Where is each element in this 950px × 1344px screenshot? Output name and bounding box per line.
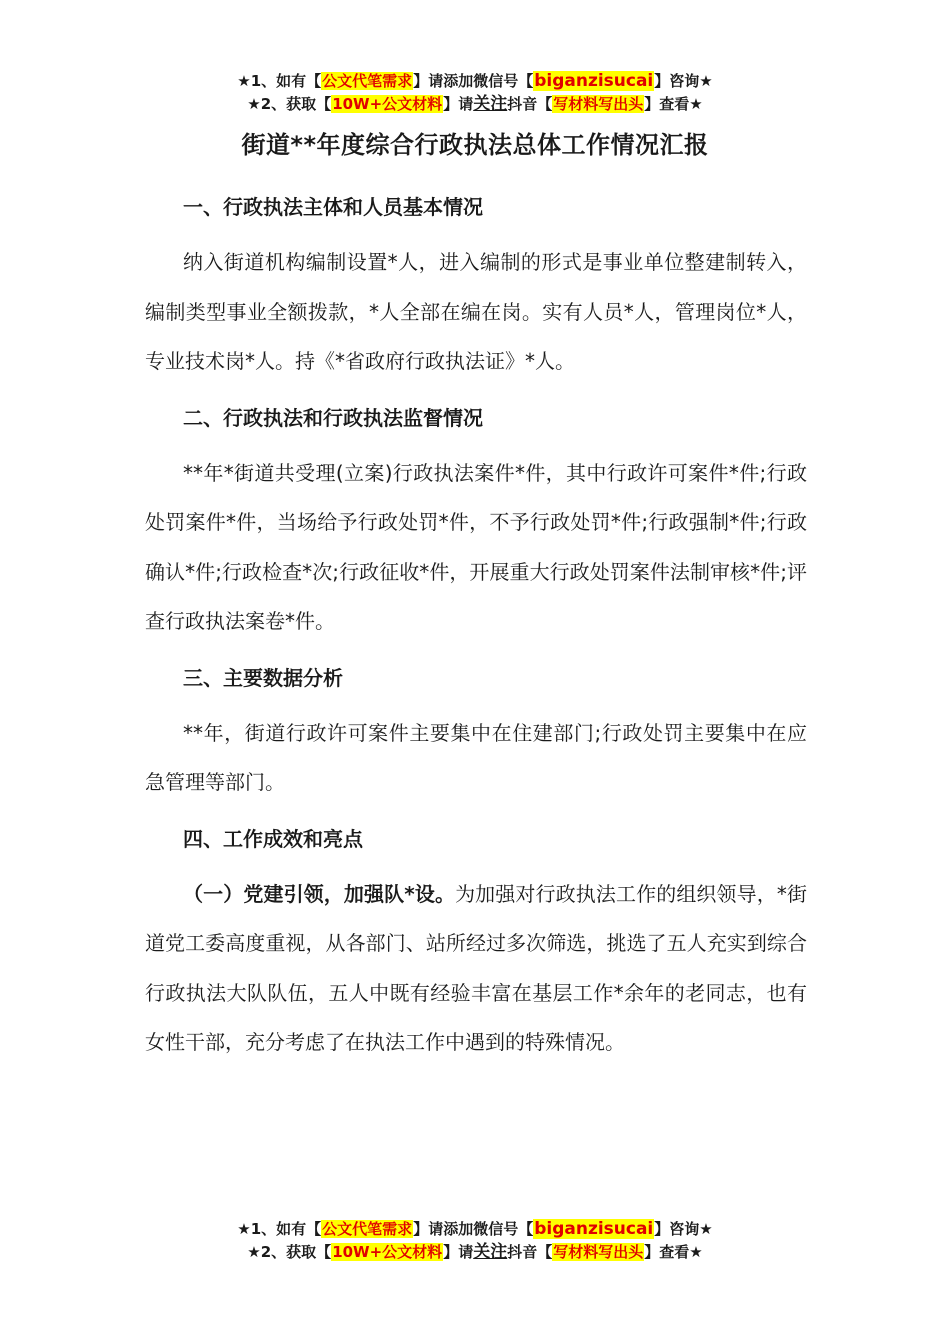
promo-header <box>0 70 950 116</box>
promo-footer-line-1-prefix: ★1、如有【 <box>237 1220 322 1238</box>
promo-footer-line-1-mid: 】请添加微信号【 <box>413 1220 534 1238</box>
section-4-lead: （一）党建引领，加强队*设。 <box>183 881 456 906</box>
section-heading-2: 二、行政执法和行政执法监督情况 <box>183 405 483 430</box>
promo-footer-highlight-wechat-id: biganzisucai <box>534 1219 654 1239</box>
promo-line-1-prefix: ★1、如有【 <box>237 72 322 90</box>
promo-footer-line-1 <box>0 1218 950 1241</box>
promo-footer-line-2-mid2: 抖音【 <box>507 1243 553 1261</box>
promo-line-1 <box>0 70 950 93</box>
section-3-paragraph: **年，街道行政许可案件主要集中在住建部门;行政处罚主要集中在应急管理等部门。 <box>145 720 807 794</box>
section-4-body: 为加强对行政执法工作的组织领导，*街道党工委高度重视，从各部门、站所经过多次筛选，挑选了五人充实到综合行政执法大队队伍，五人中既有经验丰富在基层工作*余年的老同志，也有女性干部，充分考虑了在执法工作中遇到的特殊情况。 <box>145 881 807 1054</box>
promo-footer-line-1-suffix: 】咨询★ <box>654 1220 713 1238</box>
section-4-paragraph <box>145 870 807 1068</box>
promo-footer-highlight-douyin: 写材料写出头 <box>553 1243 644 1261</box>
section-heading-3: 三、主要数据分析 <box>183 665 343 690</box>
promo-line-1-mid: 】请添加微信号【 <box>413 72 534 90</box>
section-1-paragraph: 纳入街道机构编制设置*人，进入编制的形式是事业单位整建制转入，编制类型事业全额拨款，*人全部在编在岗。实有人员*人，管理岗位*人，专业技术岗*人。持《*省政府行政执法证》*人。 <box>145 250 807 373</box>
promo-underlined-follow: 关注 <box>473 94 508 114</box>
section-heading-4: 四、工作成效和亮点 <box>183 826 363 851</box>
promo-line-2-prefix: ★2、获取【 <box>247 95 332 113</box>
promo-line-2-suffix: 】查看★ <box>644 95 703 113</box>
promo-highlight-douyin: 写材料写出头 <box>553 95 644 113</box>
section-heading-1: 一、行政执法主体和人员基本情况 <box>183 195 483 219</box>
promo-footer-line-2 <box>0 1241 950 1264</box>
promo-footer-line-2-prefix: ★2、获取【 <box>247 1243 332 1261</box>
promo-highlight-wechat-id: biganzisucai <box>534 71 654 91</box>
promo-line-1-suffix: 】咨询★ <box>654 72 713 90</box>
promo-footer-highlight-materials: 10W+公文材料 <box>332 1243 443 1261</box>
promo-line-2 <box>0 93 950 116</box>
promo-footer-underlined-follow: 关注 <box>473 1242 508 1262</box>
promo-highlight-ghostwriting: 公文代笔需求 <box>322 72 413 90</box>
promo-footer-line-2-mid: 】请 <box>443 1243 474 1261</box>
promo-line-2-mid: 】请 <box>443 95 474 113</box>
document-title: 街道**年度综合行政执法总体工作情况汇报 <box>241 131 709 159</box>
promo-highlight-materials: 10W+公文材料 <box>332 95 443 113</box>
section-2-paragraph: **年*街道共受理(立案)行政执法案件*件，其中行政许可案件*件;行政处罚案件*件，当场给予行政处罚*件，不予行政处罚*件;行政强制*件;行政确认*件;行政检查*次;行政征收*件，开展重大行政处罚案件法制审核*件;评查行政执法案卷*件。 <box>145 460 807 633</box>
promo-footer-highlight-ghostwriting: 公文代笔需求 <box>322 1220 413 1238</box>
promo-footer-line-2-suffix: 】查看★ <box>644 1243 703 1261</box>
document-body <box>145 188 807 1080</box>
promo-line-2-mid2: 抖音【 <box>507 95 553 113</box>
promo-footer <box>0 1218 950 1264</box>
